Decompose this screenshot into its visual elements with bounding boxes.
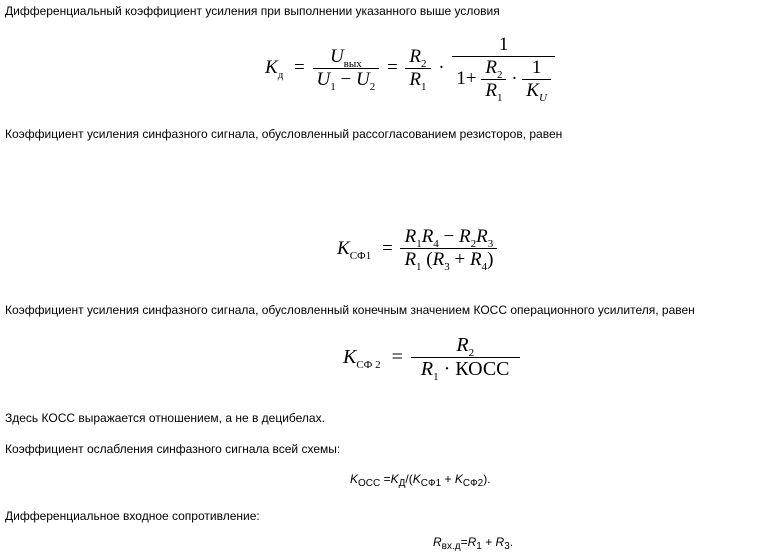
- paragraph-cm-gain-cmrr: Коэффициент усиления синфазного сигнала, обусловленный конечным значением КОСС операционного усилителя, равен: [5, 303, 695, 317]
- paragraph-cm-gain-mismatch: Коэффициент усиления синфазного сигнала, обусловленный рассогласованием резисторов, равен: [5, 127, 563, 141]
- fraction-k-sf1: $\frac{R_1R_4 - R_2R_3}{R_1 (R_3 + R_4)}$: [400, 226, 497, 271]
- paragraph-total-cmrr: Коэффициент ослабления синфазного сигнала всей схемы:: [5, 442, 341, 456]
- paragraph-diff-input-resistance: Дифференциальное входное сопротивление:: [5, 509, 260, 523]
- paragraph-cmrr-note: Здесь КОСС выражается отношением, а не в децибелах.: [5, 411, 325, 425]
- fraction-feedback-term: 1 1+ $\frac{R_2}{R_1}$ · $\frac{1}{K_U}$: [452, 34, 555, 102]
- equation-k-sf1: $K_{СФ1}$ = $\frac{R_1R_4 - R_2R_3}{R_1 (R_3 + R_4)}$: [334, 226, 497, 271]
- paragraph-diff-gain: Дифференциальный коэффициент усиления при выполнении указанного выше условия: [5, 4, 500, 18]
- equation-diff-gain: $K_д$ = $\frac{U_{вых}}{U_1 - U_2}$ = $\frac{R_2}{R_1}$ · 1 1+ $\frac{R_2}{R_1}$ · $\frac{1}{K_U}$: [262, 34, 555, 102]
- fraction-k-sf2: $\frac{R_2}{R_1 \cdot КОСС}$: [411, 334, 520, 381]
- equation-r-in-diff: $R_{вх.д}=R_1 + R_3$.: [433, 535, 514, 552]
- fraction-r2-over-r1: $\frac{R_2}{R_1}$: [405, 46, 430, 91]
- equation-k-sf2: $K_{СФ 2}$ = $\frac{R_2}{R_1 \cdot КОСС}$: [340, 334, 520, 381]
- fraction-uout-over-udiff: $\frac{U_{вых}}{U_1 - U_2}$: [313, 46, 380, 91]
- equation-k-oss: $K_{ОСС} =K_Д/(K_{СФ1} + K_{СФ2})$.: [350, 472, 491, 489]
